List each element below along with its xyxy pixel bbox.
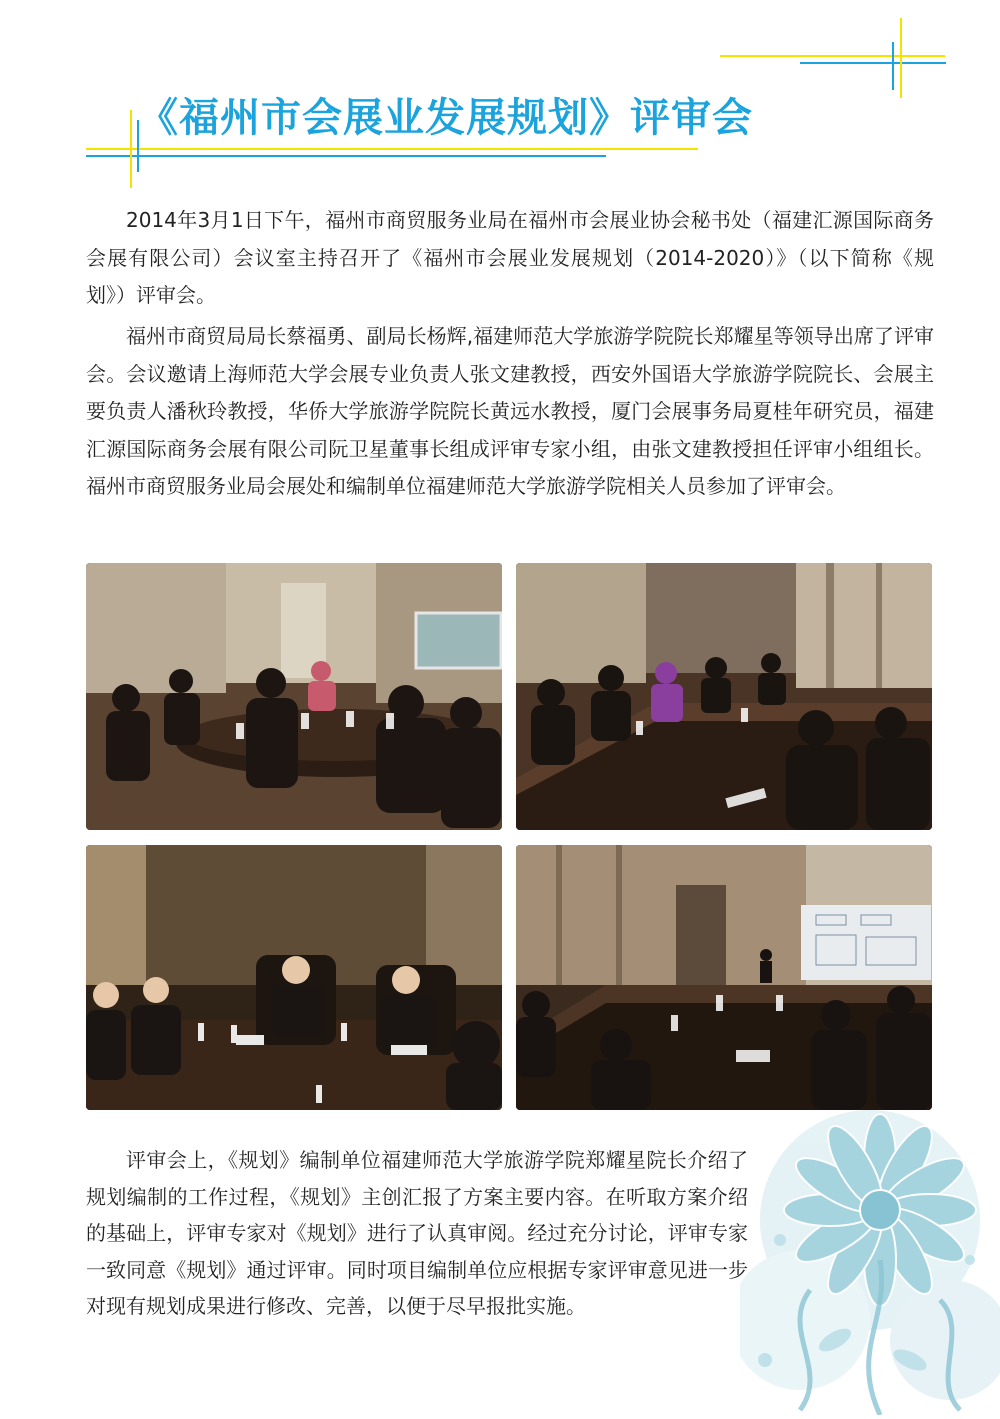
title-underline-blue: [86, 155, 606, 157]
article-paragraph-1: 2014年3月1日下午，福州市商贸服务业局在福州市会展业协会秘书处（福建汇源国际商务会展有限公司）会议室主持召开了《福州市会展业发展规划（2014-2020）》（以下简称《规划》）评审会。: [86, 208, 934, 307]
meeting-photo-1: [86, 563, 502, 830]
page-title: 《福州市会展业发展规划》评审会: [138, 95, 753, 141]
left-vline-yellow: [130, 110, 132, 188]
meeting-photo-3: [86, 845, 502, 1110]
flower-watermark-icon: [740, 1090, 1000, 1419]
top-right-vline-blue: [892, 42, 894, 90]
article-paragraph-2: 福州市商贸局局长蔡福勇、副局长杨辉,福建师范大学旅游学院院长郑耀星等领导出席了评审会。会议邀请上海师范大学会展专业负责人张文建教授，西安外国语大学旅游学院院长、会展主要负责人潘秋玲教授，华侨大学旅游学院院长黄远水教授，厦门会展事务局夏桂年研究员，福建汇源国际商务会展有限公司阮卫星董事长组成评审专家小组，由张文建教授担任评审小组组长。福州市商贸服务业局会展处和编制单位福建师范大学旅游学院相关人员参加了评审会。: [86, 324, 934, 498]
article-paragraph-3: 评审会上，《规划》编制单位福建师范大学旅游学院郑耀星院长介绍了规划编制的工作过程，《规划》主创汇报了方案主要内容。在听取方案介绍的基础上，评审专家对《规划》进行了认真审阅。经过充分讨论，评审专家一致同意《规划》通过评审。同时项目编制单位应根据专家评审意见进一步对现有规划成果进行修改、完善，以便于尽早报批实施。: [86, 1148, 748, 1319]
meeting-photo-2: [516, 563, 932, 830]
top-right-line-blue: [800, 62, 946, 64]
top-right-vline-yellow: [900, 18, 902, 98]
title-underline-yellow: [86, 148, 698, 150]
meeting-photo-4: [516, 845, 932, 1110]
top-right-line-yellow: [720, 55, 945, 57]
